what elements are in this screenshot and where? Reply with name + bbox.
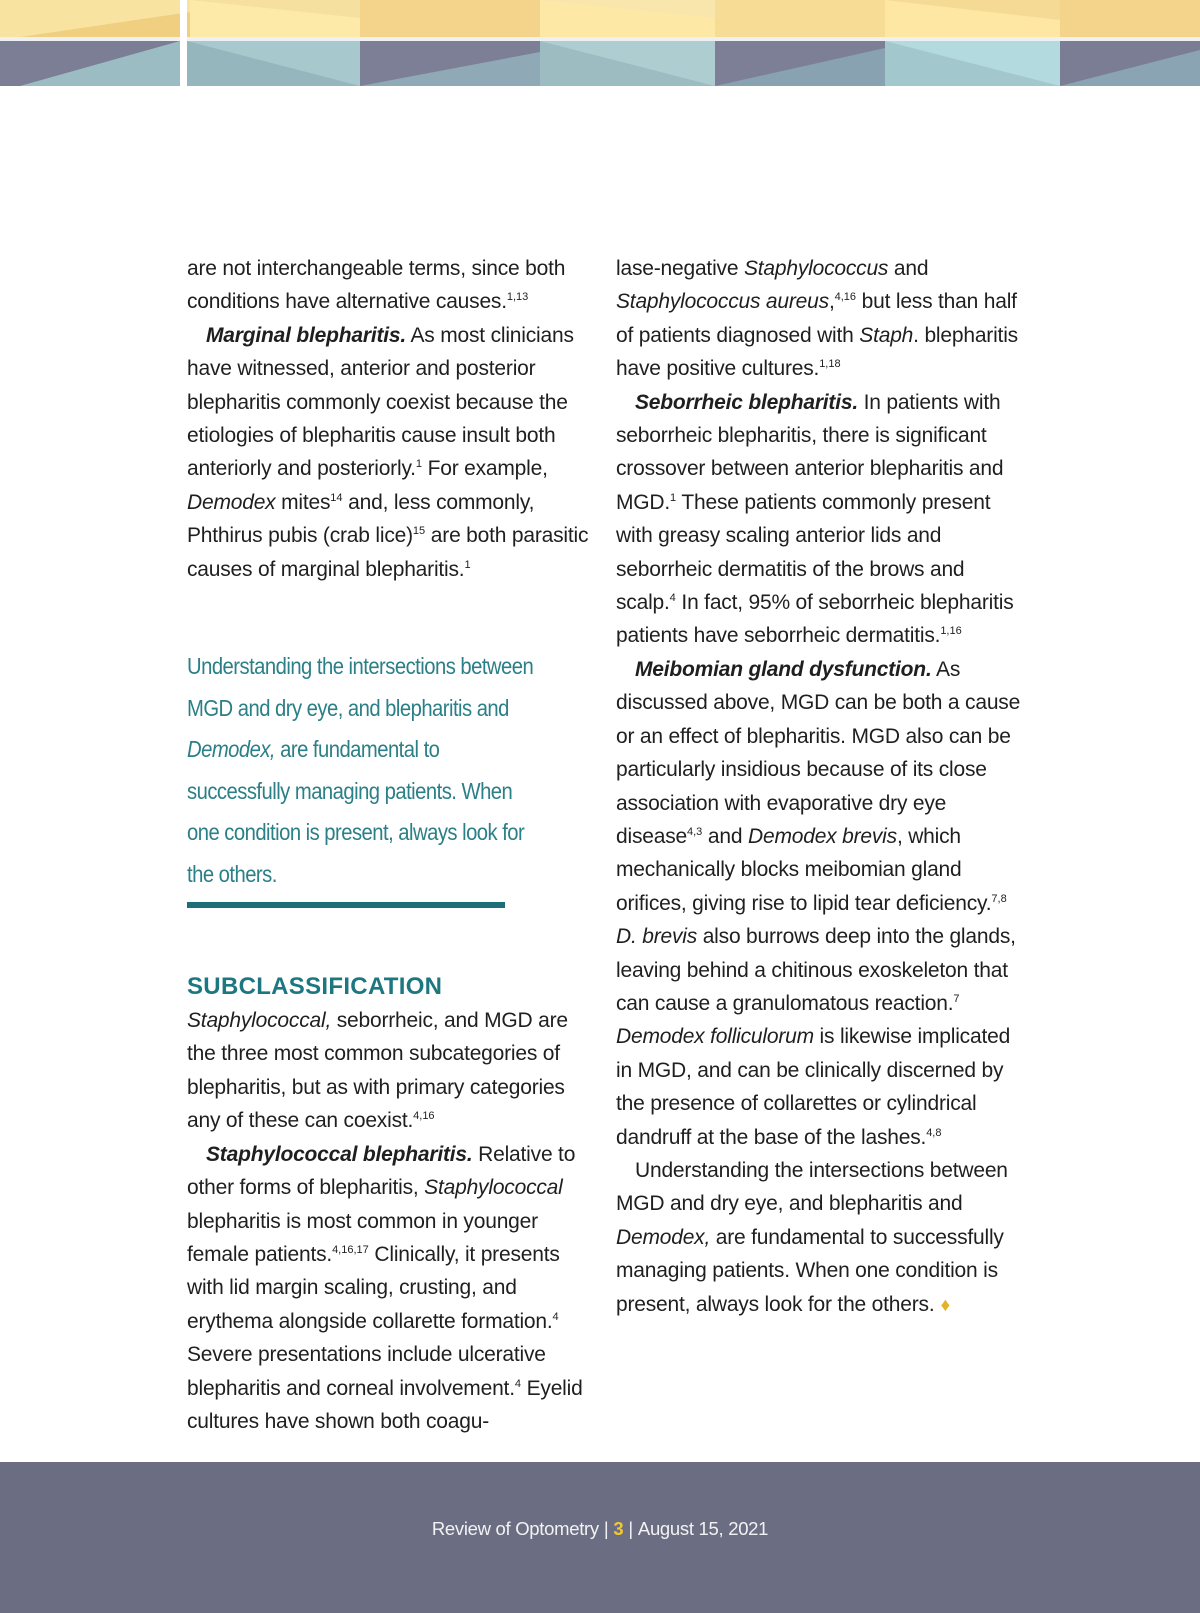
- issue-date: August 15, 2021: [637, 1518, 769, 1539]
- mgd-paragraph: Meibomian gland dysfunction. As discussed above, MGD can be both a cause or an effect of blepharitis. MGD also can be particularly insidious because of its close association with evaporative dry eye disease$^{4,3}$ and Demodex brevis, which mechanically blocks meibomian gland orifices, giving rise to lipid tear deficiency.$^{7,8}$ D. brevis also burrows deep into the glands, leaving behind a chitinous exoskeleton that can cause a granulomatous reaction.$^7$ Demodex folliculorum is likewise implicated in MGD, and can be clinically discerned by the presence of collarettes or cylindrical dandruff at the base of the lashes.$^{4,8}$: [616, 657, 1021, 1149]
- publication-name: Review of Optometry: [431, 1518, 599, 1539]
- folio-divider: |: [603, 1518, 609, 1539]
- seborrheic-blepharitis-heading: Seborrheic blepharitis.: [635, 390, 858, 414]
- right-paragraph-1: lase-negative Staphylococcus and Staphylococcus aureus,$^{4,16}$ but less than half of patients diagnosed with Staph. blepharitis have positive cultures.$^{1,18}$: [616, 257, 1018, 381]
- left-column: [187, 252, 592, 1438]
- mgd-heading: Meibomian gland dysfunction.: [635, 657, 932, 681]
- marginal-blepharitis-heading: Marginal blepharitis.: [206, 323, 407, 347]
- left-paragraph-1: are not interchangeable terms, since both conditions have alternative causes.$^{1,13}$: [187, 257, 566, 314]
- marginal-blepharitis-paragraph: Marginal blepharitis. As most clinicians have witnessed, anterior and posterior blepharitis commonly coexist because the etiologies of blepharitis cause insult both anteriorly and posteriorly.$^1$ For example, Demodex mites$^{14}$ and, less commonly, Phthirus pubis (crab lice)$^{15}$ are both parasitic causes of marginal blepharitis.$^1$: [187, 323, 589, 581]
- subclassification-paragraph: Staphylococcal, seborrheic, and MGD are the three most common subcategories of blepharitis, but as with primary categories any of these can coexist.$^{4,16}$: [187, 1009, 568, 1133]
- pull-quote-rule: [187, 902, 505, 908]
- staphylococcal-blepharitis-paragraph: Staphylococcal blepharitis. Relative to other forms of blepharitis, Staphylococcal blepharitis is most common in younger female patients.$^{4,16,17}$ Clinically, it presents with lid margin scaling, crusting, and erythema alongside collarette formation.$^4$ Severe presentations include ulcerative blepharitis and corneal involvement.$^4$ Eyelid cultures have shown both coagu-: [187, 1142, 583, 1433]
- folio-divider: |: [628, 1518, 633, 1539]
- section-heading: SUBCLASSIFICATION: [187, 973, 443, 1001]
- pull-quote: Understanding the intersections between MGD and dry eye, and blepharitis and Demodex, are fundamental to successfully managing patients. When one condition is present, always look for the others.: [187, 653, 534, 887]
- footer-bar: [0, 1462, 1200, 1613]
- decorative-banner: [0, 0, 1200, 86]
- page-number: 3: [613, 1518, 624, 1539]
- right-column: [616, 252, 1026, 1322]
- end-diamond-icon: ♦: [940, 1294, 950, 1316]
- staphylococcal-blepharitis-heading: Staphylococcal blepharitis.: [206, 1142, 473, 1166]
- conclusion-paragraph: Understanding the intersections between MGD and dry eye, and blepharitis and Demodex, are fundamental to successfully managing patients. When one condition is present, always look for the others. ♦: [616, 1158, 1008, 1316]
- seborrheic-blepharitis-paragraph: Seborrheic blepharitis. In patients with seborrheic blepharitis, there is significant crossover between anterior blepharitis and MGD.$^1$ These patients commonly present with greasy scaling anterior lids and seborrheic dermatitis of the brows and scalp.$^4$ In fact, 95% of seborrheic blepharitis patients have seborrheic dermatitis.$^{1,16}$: [616, 390, 1014, 648]
- folio: [0, 1518, 1200, 1540]
